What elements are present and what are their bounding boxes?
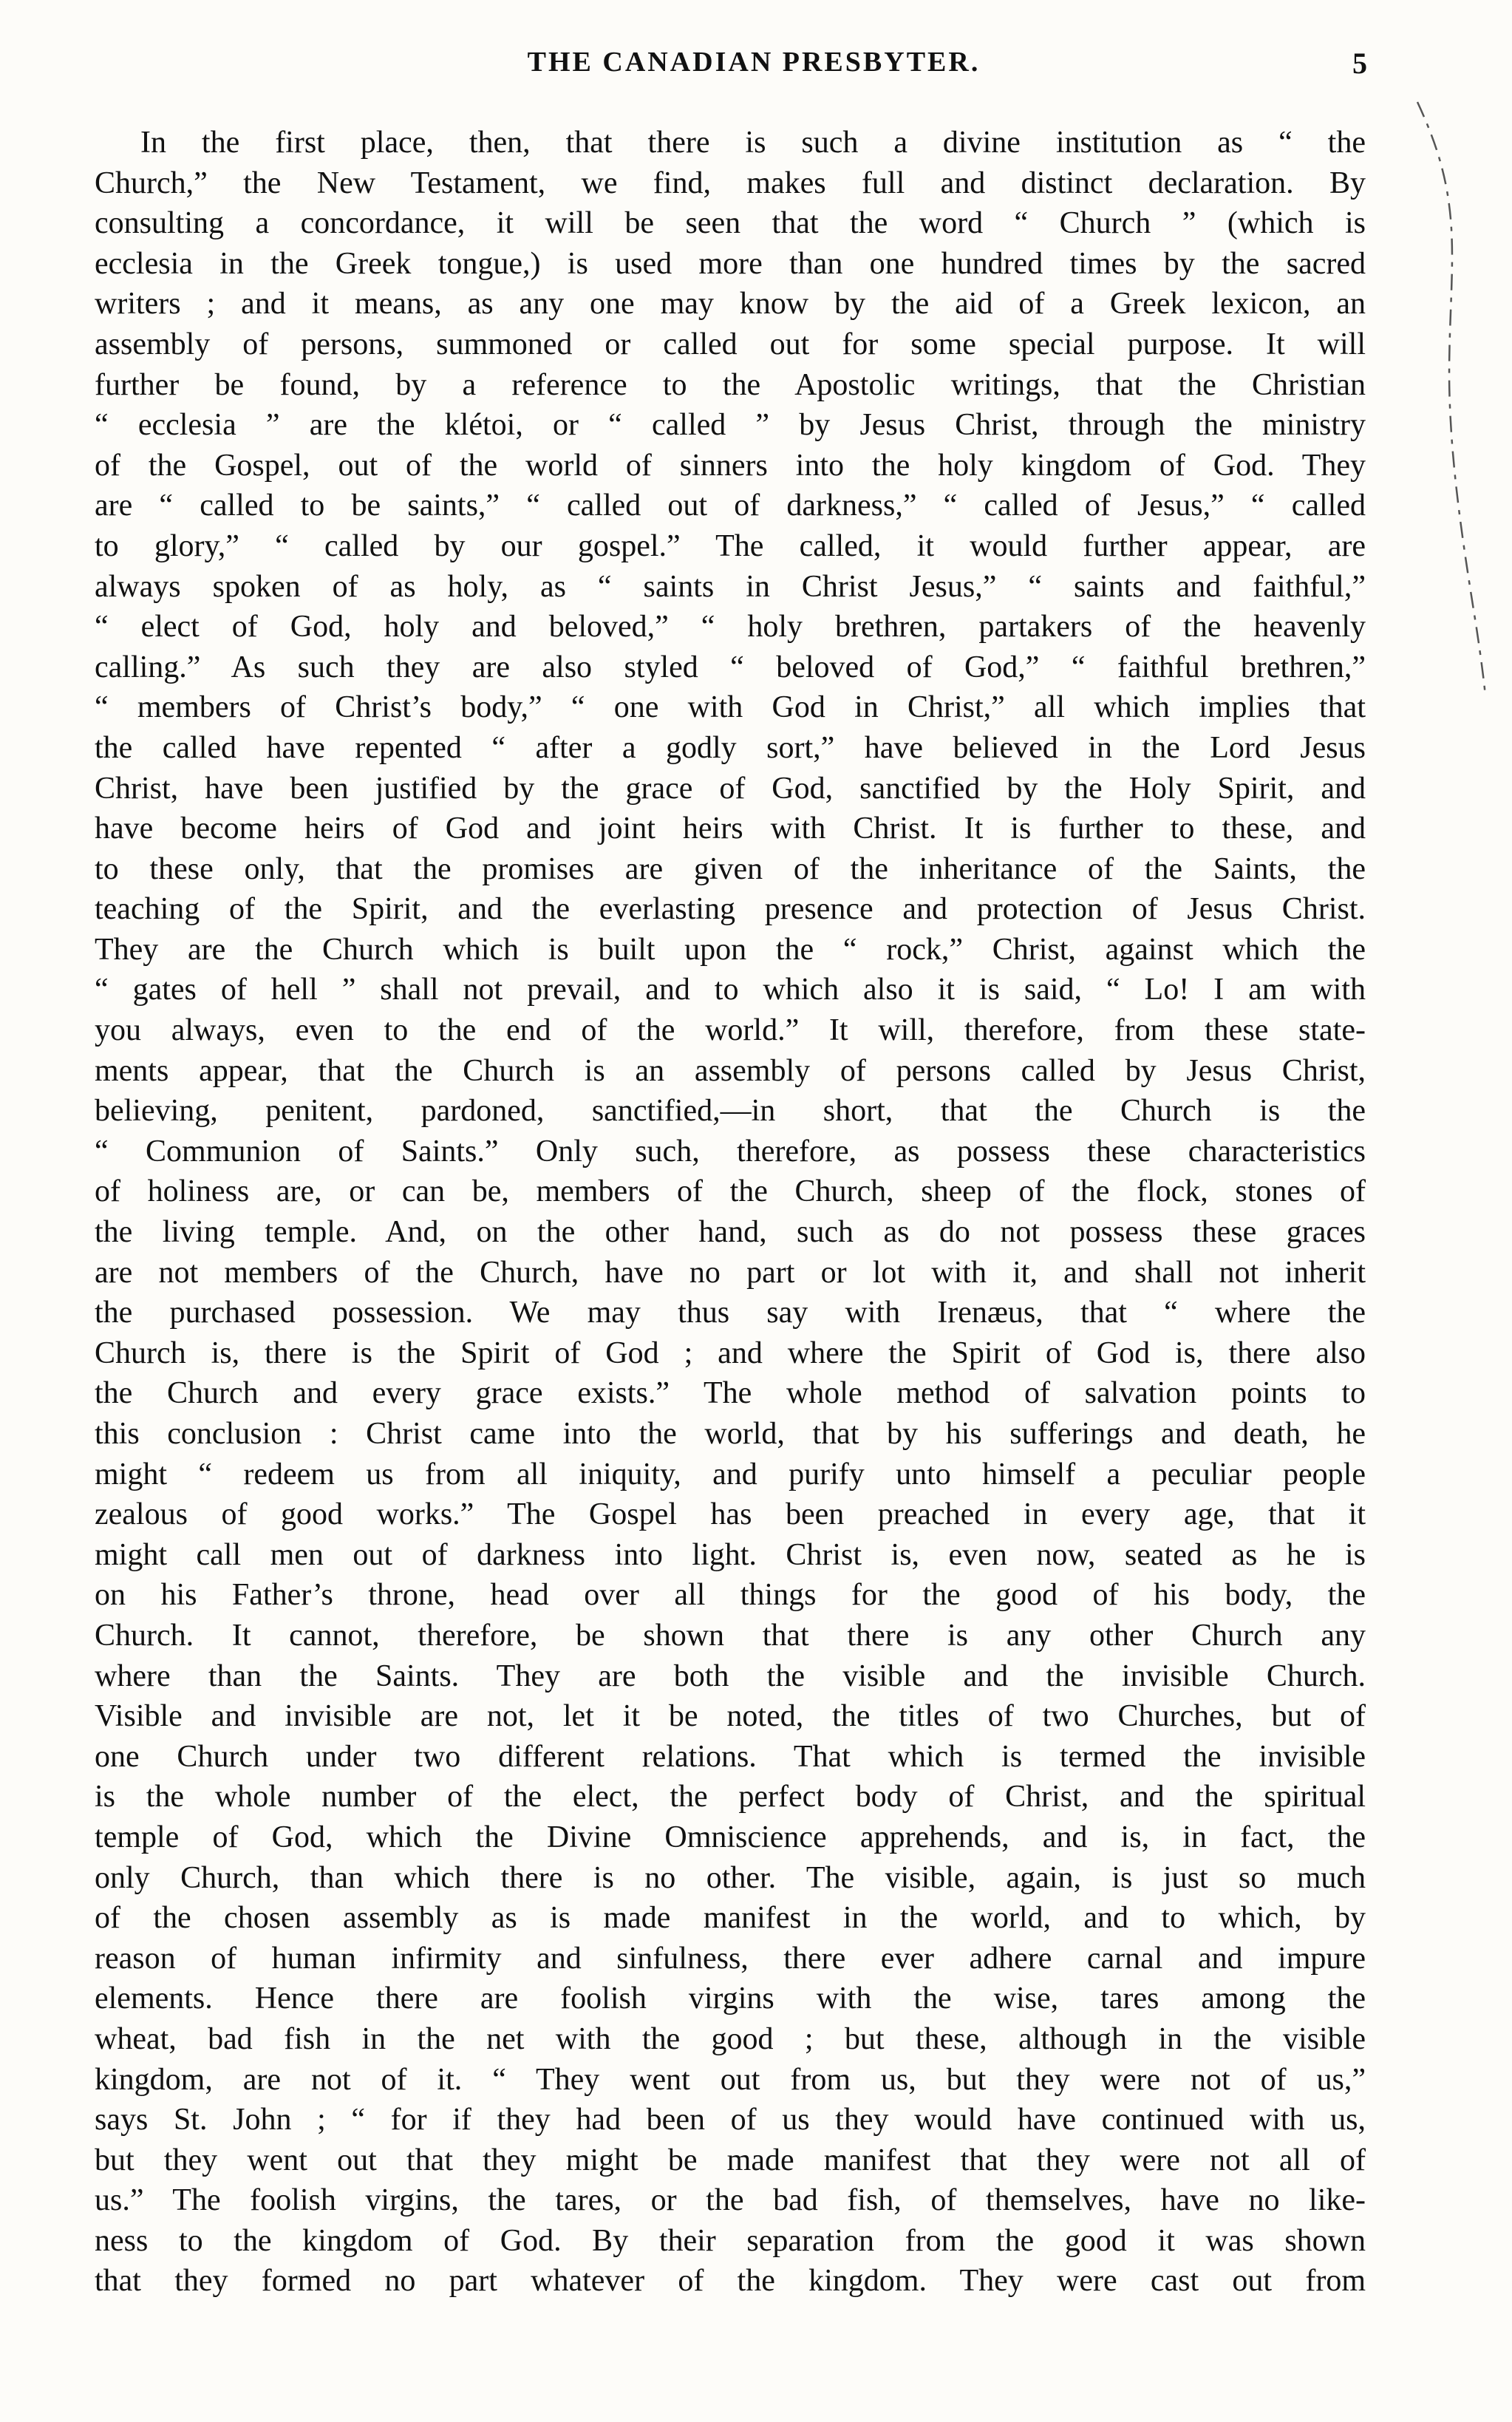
text-line: but they went out that they might be made manifest that they were not all of bbox=[95, 2143, 1366, 2177]
text-line: to glory,” “ called by our gospel.” The called, it would further appear, are bbox=[95, 528, 1366, 563]
text-line: the Church and every grace exists.” The whole method of salvation points to bbox=[95, 1376, 1366, 1411]
text-line: “ members of Christ’s body,” “ one with God in Christ,” all which implies that bbox=[95, 690, 1366, 725]
text-line: consulting a concordance, it will be seen that the word “ Church ” (which is bbox=[95, 206, 1366, 241]
text-line: says St. John ; “ for if they had been of us they would have continued with us, bbox=[95, 2103, 1366, 2137]
text-line: the living temple. And, on the other hand, such as do not possess these graces bbox=[95, 1215, 1366, 1250]
text-line: of the chosen assembly as is made manifest in the world, and to which, by bbox=[95, 1901, 1366, 1936]
text-line: might “ redeem us from all iniquity, and purify unto himself a peculiar people bbox=[95, 1457, 1366, 1491]
text-line: might call men out of darkness into light. Christ is, even now, seated as he is bbox=[95, 1537, 1366, 1572]
text-line: Christ, have been justified by the grace of God, sanctified by the Holy Spirit, and bbox=[95, 771, 1366, 806]
text-line: “ gates of hell ” shall not prevail, and to which also it is said, “ Lo! I am with bbox=[95, 973, 1366, 1007]
text-line: the purchased possession. We may thus say with Irenæus, that “ where the bbox=[95, 1296, 1366, 1330]
text-line: us.” The foolish virgins, the tares, or the bad fish, of themselves, have no like- bbox=[95, 2183, 1366, 2218]
text-line: Visible and invisible are not, let it be noted, the titles of two Churches, but of bbox=[95, 1699, 1366, 1734]
text-line: “ Communion of Saints.” Only such, therefore, as possess these characteristics bbox=[95, 1134, 1366, 1169]
text-line: In the first place, then, that there is such a divine institution as “ the bbox=[140, 126, 1366, 160]
text-line: of holiness are, or can be, members of the Church, sheep of the flock, stones of bbox=[95, 1174, 1366, 1209]
text-line: of the Gospel, out of the world of sinners into the holy kingdom of God. They bbox=[95, 448, 1366, 483]
text-line: is the whole number of the elect, the perfect body of Christ, and the spiritual bbox=[95, 1780, 1366, 1814]
text-line: calling.” As such they are also styled “ beloved of God,” “ faithful brethren,” bbox=[95, 650, 1366, 684]
text-line: ness to the kingdom of God. By their separation from the good it was shown bbox=[95, 2223, 1366, 2258]
text-line: temple of God, which the Divine Omniscience apprehends, and is, in fact, the bbox=[95, 1820, 1366, 1854]
text-line: have become heirs of God and joint heirs with Christ. It is further to these, and bbox=[95, 812, 1366, 846]
text-line: you always, even to the end of the world.” It will, therefore, from these state- bbox=[95, 1013, 1366, 1048]
text-line: ecclesia in the Greek tongue,) is used more than one hundred times by the sacred bbox=[95, 246, 1366, 281]
running-head bbox=[140, 46, 1367, 90]
text-line: “ elect of God, holy and beloved,” “ holy brethren, partakers of the heavenly bbox=[95, 610, 1366, 644]
body-text bbox=[95, 123, 1366, 2302]
text-line: teaching of the Spirit, and the everlasting presence and protection of Jesus Christ. bbox=[95, 892, 1366, 927]
text-line: reason of human infirmity and sinfulness, there ever adhere carnal and impure bbox=[95, 1941, 1366, 1976]
text-line: writers ; and it means, as any one may know by the aid of a Greek lexicon, an bbox=[95, 287, 1366, 322]
text-line: only Church, than which there is no other. The visible, again, is just so much bbox=[95, 1860, 1366, 1895]
text-line: where than the Saints. They are both the visible and the invisible Church. bbox=[95, 1659, 1366, 1693]
text-line: are not members of the Church, have no part or lot with it, and shall not inherit bbox=[95, 1255, 1366, 1290]
text-line: kingdom, are not of it. “ They went out from us, but they were not of us,” bbox=[95, 2062, 1366, 2097]
text-line: the called have repented “ after a godly sort,” have believed in the Lord Jesus bbox=[95, 730, 1366, 765]
text-line: that they formed no part whatever of the kingdom. They were cast out from bbox=[95, 2264, 1366, 2299]
text-line: are “ called to be saints,” “ called out of darkness,” “ called of Jesus,” “ called bbox=[95, 489, 1366, 523]
text-line: ments appear, that the Church is an assembly of persons called by Jesus Christ, bbox=[95, 1053, 1366, 1088]
text-line: on his Father’s throne, head over all things for the good of his body, the bbox=[95, 1578, 1366, 1613]
text-line: “ ecclesia ” are the klétoi, or “ called ” by Jesus Christ, through the ministry bbox=[95, 408, 1366, 443]
text-line: one Church under two different relations. That which is termed the invisible bbox=[95, 1739, 1366, 1774]
text-line: elements. Hence there are foolish virgins with the wise, tares among the bbox=[95, 1982, 1366, 2016]
text-line: Church is, there is the Spirit of God ; and where the Spirit of God is, there also bbox=[95, 1336, 1366, 1370]
text-line: further be found, by a reference to the Apostolic writings, that the Christian bbox=[95, 367, 1366, 402]
margin-curve-mark bbox=[1413, 96, 1494, 702]
text-line: assembly of persons, summoned or called out for some special purpose. It will bbox=[95, 327, 1366, 361]
text-line: Church,” the New Testament, we find, makes full and distinct declaration. By bbox=[95, 166, 1366, 200]
page-number: 5 bbox=[1352, 47, 1367, 80]
text-line: They are the Church which is built upon the “ rock,” Christ, against which the bbox=[95, 932, 1366, 967]
running-title: THE CANADIAN PRESBYTER. bbox=[527, 47, 981, 78]
text-line: this conclusion : Christ came into the world, that by his sufferings and death, he bbox=[95, 1417, 1366, 1451]
text-line: zealous of good works.” The Gospel has been preached in every age, that it bbox=[95, 1497, 1366, 1532]
text-line: Church. It cannot, therefore, be shown that there is any other Church any bbox=[95, 1618, 1366, 1653]
text-line: believing, penitent, pardoned, sanctified,—in short, that the Church is the bbox=[95, 1094, 1366, 1129]
text-line: wheat, bad fish in the net with the good ; but these, although in the visible bbox=[95, 2021, 1366, 2056]
text-line: to these only, that the promises are given of the inheritance of the Saints, the bbox=[95, 851, 1366, 886]
text-line: always spoken of as holy, as “ saints in Christ Jesus,” “ saints and faithful,” bbox=[95, 569, 1366, 604]
